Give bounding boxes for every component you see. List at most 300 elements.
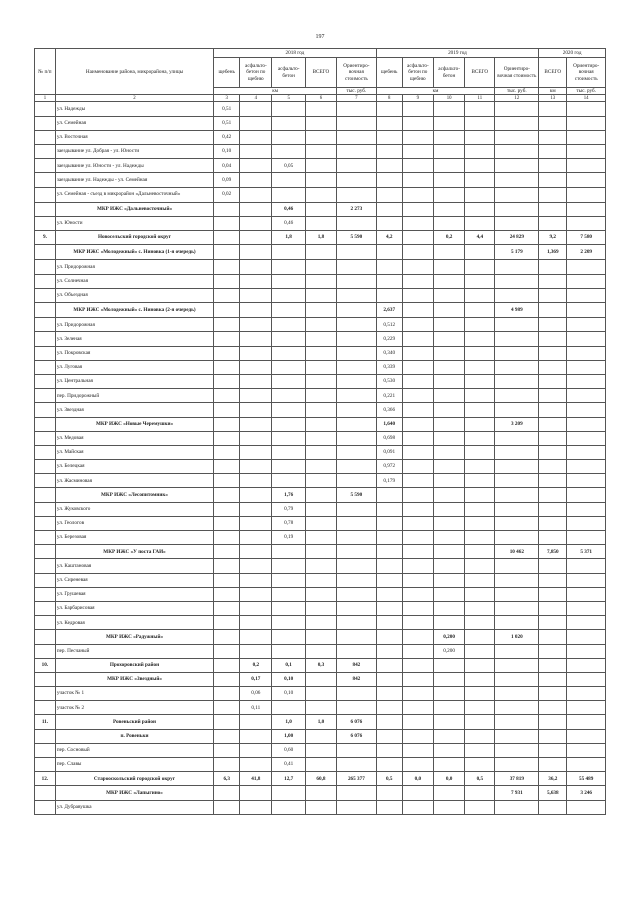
- value-cell: [337, 687, 377, 701]
- value-cell: 0,06: [240, 687, 272, 701]
- value-cell: [495, 187, 539, 202]
- value-cell: [337, 601, 377, 615]
- header-2019-unit-km: км: [376, 88, 495, 95]
- value-cell: [376, 260, 402, 274]
- row-number: [35, 445, 56, 459]
- value-cell: 2 273: [337, 202, 377, 216]
- value-cell: 1 020: [495, 630, 539, 644]
- value-cell: [465, 502, 495, 516]
- header-year-2020: 2020 год: [539, 49, 606, 58]
- value-cell: [465, 644, 495, 658]
- value-cell: [240, 332, 272, 346]
- value-cell: [214, 715, 240, 729]
- value-cell: [305, 144, 336, 158]
- street-name: ул. Солнечная: [55, 274, 213, 288]
- value-cell: [272, 601, 305, 615]
- district-name: МКР ИЖС «Лапыгино»: [55, 786, 213, 800]
- table-row: [35, 531, 606, 545]
- value-cell: [214, 559, 240, 573]
- value-cell: 0,366: [376, 403, 402, 417]
- value-cell: 0,972: [376, 460, 402, 474]
- value-cell: [567, 715, 606, 729]
- value-cell: [433, 488, 464, 502]
- value-cell: [567, 374, 606, 388]
- value-cell: [567, 102, 606, 116]
- value-cell: [376, 288, 402, 302]
- value-cell: [272, 445, 305, 459]
- value-cell: [433, 474, 464, 488]
- value-cell: [240, 187, 272, 202]
- value-cell: [305, 644, 336, 658]
- table-row: [35, 701, 606, 715]
- value-cell: [402, 346, 433, 360]
- value-cell: 5 371: [567, 545, 606, 559]
- value-cell: [539, 715, 567, 729]
- value-cell: [495, 644, 539, 658]
- street-name: ул. Каштановая: [55, 559, 213, 573]
- value-cell: [495, 701, 539, 715]
- value-cell: 3 246: [567, 786, 606, 800]
- street-name: ул. Жуковского: [55, 502, 213, 516]
- district-name: МКР ИЖС «Новые Черемушки»: [55, 417, 213, 431]
- value-cell: [305, 445, 336, 459]
- value-cell: 0,02: [214, 187, 240, 202]
- row-number: [35, 116, 56, 130]
- header-2020-cost: Ориентиро-вочная стоимость: [567, 58, 606, 88]
- value-cell: 55 489: [567, 772, 606, 786]
- value-cell: [240, 102, 272, 116]
- value-cell: [305, 116, 336, 130]
- street-name: ул. Сиреневая: [55, 573, 213, 587]
- table-row: [35, 202, 606, 216]
- value-cell: [214, 474, 240, 488]
- value-cell: [240, 374, 272, 388]
- value-cell: [305, 559, 336, 573]
- value-cell: [376, 245, 402, 260]
- street-name: ул. Геологов: [55, 516, 213, 530]
- district-name: МКР ИЖС «Молодежный» с. Ниновка (1-я очередь): [55, 245, 213, 260]
- street-name: ул. Звездная: [55, 403, 213, 417]
- value-cell: 0,05: [272, 159, 305, 173]
- value-cell: [305, 130, 336, 144]
- value-cell: [495, 202, 539, 216]
- row-number: [35, 216, 56, 230]
- value-cell: [495, 573, 539, 587]
- value-cell: [495, 559, 539, 573]
- street-name: ул. Медовая: [55, 431, 213, 445]
- value-cell: 7 931: [495, 786, 539, 800]
- value-cell: 2 209: [567, 245, 606, 260]
- value-cell: [272, 130, 305, 144]
- value-cell: [337, 260, 377, 274]
- row-number: [35, 389, 56, 403]
- value-cell: [272, 187, 305, 202]
- value-cell: [376, 658, 402, 672]
- value-cell: 0,200: [433, 630, 464, 644]
- value-cell: [402, 445, 433, 459]
- value-cell: 1,0: [305, 715, 336, 729]
- header-name: Наименование района, микрорайона, улицы: [55, 49, 213, 95]
- value-cell: [337, 245, 377, 260]
- value-cell: [495, 173, 539, 187]
- value-cell: [337, 389, 377, 403]
- street-name: заездывание ул. Надежды - ул. Семейная: [55, 173, 213, 187]
- row-number: [35, 729, 56, 743]
- table-row: [35, 303, 606, 318]
- row-number: [35, 144, 56, 158]
- value-cell: [376, 786, 402, 800]
- value-cell: [433, 403, 464, 417]
- value-cell: [465, 417, 495, 431]
- value-cell: 9,2: [539, 231, 567, 245]
- value-cell: [337, 102, 377, 116]
- value-cell: [337, 460, 377, 474]
- value-cell: [240, 559, 272, 573]
- value-cell: [337, 303, 377, 318]
- value-cell: [433, 687, 464, 701]
- value-cell: [495, 587, 539, 601]
- value-cell: [433, 516, 464, 530]
- value-cell: [495, 403, 539, 417]
- value-cell: [240, 303, 272, 318]
- value-cell: [567, 758, 606, 772]
- row-number: [35, 474, 56, 488]
- value-cell: [539, 488, 567, 502]
- value-cell: [240, 403, 272, 417]
- value-cell: [495, 445, 539, 459]
- value-cell: 0,19: [272, 531, 305, 545]
- table-row: [35, 374, 606, 388]
- row-number: [35, 743, 56, 757]
- value-cell: 1,369: [539, 245, 567, 260]
- value-cell: [305, 672, 336, 686]
- value-cell: [465, 445, 495, 459]
- value-cell: [337, 474, 377, 488]
- value-cell: 0,0: [402, 772, 433, 786]
- column-number: 3: [214, 95, 240, 102]
- value-cell: [272, 318, 305, 332]
- value-cell: [305, 687, 336, 701]
- value-cell: [240, 202, 272, 216]
- row-number: 11.: [35, 715, 56, 729]
- value-cell: 12,7: [272, 772, 305, 786]
- value-cell: [465, 303, 495, 318]
- value-cell: [567, 658, 606, 672]
- value-cell: [376, 130, 402, 144]
- value-cell: [495, 474, 539, 488]
- road-construction-table: [34, 48, 606, 815]
- value-cell: [539, 573, 567, 587]
- street-name: ул. Зеленая: [55, 332, 213, 346]
- value-cell: [240, 545, 272, 559]
- value-cell: [567, 116, 606, 130]
- value-cell: [214, 644, 240, 658]
- header-2019-asphalt-gravel: асфальто-бетон по щебню: [402, 58, 433, 88]
- value-cell: [214, 743, 240, 757]
- row-number: [35, 130, 56, 144]
- value-cell: [376, 159, 402, 173]
- value-cell: [272, 800, 305, 814]
- value-cell: [240, 445, 272, 459]
- value-cell: [376, 715, 402, 729]
- value-cell: [465, 545, 495, 559]
- value-cell: [433, 460, 464, 474]
- value-cell: [539, 445, 567, 459]
- value-cell: [272, 559, 305, 573]
- table-row: [35, 173, 606, 187]
- value-cell: [214, 488, 240, 502]
- value-cell: 0,1: [272, 658, 305, 672]
- value-cell: [567, 672, 606, 686]
- value-cell: [567, 417, 606, 431]
- value-cell: [305, 630, 336, 644]
- table-row: [35, 445, 606, 459]
- value-cell: [240, 144, 272, 158]
- value-cell: [402, 743, 433, 757]
- value-cell: [539, 417, 567, 431]
- value-cell: [567, 445, 606, 459]
- value-cell: [214, 616, 240, 630]
- value-cell: [539, 403, 567, 417]
- value-cell: 0,221: [376, 389, 402, 403]
- value-cell: [305, 701, 336, 715]
- value-cell: [337, 332, 377, 346]
- value-cell: 7 580: [567, 231, 606, 245]
- value-cell: [402, 715, 433, 729]
- value-cell: [465, 318, 495, 332]
- value-cell: [272, 644, 305, 658]
- value-cell: [402, 488, 433, 502]
- value-cell: [495, 729, 539, 743]
- value-cell: [495, 715, 539, 729]
- value-cell: [402, 474, 433, 488]
- value-cell: [465, 531, 495, 545]
- value-cell: [495, 144, 539, 158]
- value-cell: [539, 216, 567, 230]
- value-cell: 5,638: [539, 786, 567, 800]
- value-cell: [539, 303, 567, 318]
- value-cell: [433, 587, 464, 601]
- value-cell: [305, 743, 336, 757]
- value-cell: [214, 332, 240, 346]
- value-cell: [214, 800, 240, 814]
- value-cell: [272, 245, 305, 260]
- value-cell: [465, 346, 495, 360]
- street-name: ул. Майская: [55, 445, 213, 459]
- value-cell: 1,76: [272, 488, 305, 502]
- street-name: ул. Луговая: [55, 360, 213, 374]
- value-cell: [337, 360, 377, 374]
- value-cell: [465, 573, 495, 587]
- value-cell: [402, 672, 433, 686]
- value-cell: [305, 216, 336, 230]
- row-number: [35, 187, 56, 202]
- value-cell: [402, 318, 433, 332]
- value-cell: [567, 701, 606, 715]
- street-name: ул. Юности: [55, 216, 213, 230]
- value-cell: [337, 403, 377, 417]
- header-2020-total: ВСЕГО: [539, 58, 567, 88]
- value-cell: [214, 202, 240, 216]
- table-row: [35, 318, 606, 332]
- value-cell: 0,3: [305, 658, 336, 672]
- street-name: ул. Белецкая: [55, 460, 213, 474]
- value-cell: 1,8: [272, 231, 305, 245]
- value-cell: [567, 260, 606, 274]
- value-cell: [567, 360, 606, 374]
- street-name: ул. Барбарисовая: [55, 601, 213, 615]
- value-cell: [402, 231, 433, 245]
- value-cell: 60,8: [305, 772, 336, 786]
- value-cell: [567, 729, 606, 743]
- value-cell: [305, 786, 336, 800]
- value-cell: [214, 786, 240, 800]
- region-name: Новосельский городской округ: [55, 231, 213, 245]
- value-cell: [567, 630, 606, 644]
- value-cell: [465, 130, 495, 144]
- value-cell: [465, 630, 495, 644]
- value-cell: [337, 173, 377, 187]
- value-cell: [433, 144, 464, 158]
- row-number: [35, 460, 56, 474]
- value-cell: [402, 502, 433, 516]
- value-cell: [465, 601, 495, 615]
- value-cell: [433, 531, 464, 545]
- value-cell: 6 076: [337, 715, 377, 729]
- value-cell: [567, 687, 606, 701]
- value-cell: 0,340: [376, 346, 402, 360]
- value-cell: [465, 173, 495, 187]
- table-row: [35, 360, 606, 374]
- value-cell: [337, 502, 377, 516]
- value-cell: [495, 102, 539, 116]
- value-cell: [402, 545, 433, 559]
- table-row: [35, 159, 606, 173]
- value-cell: [240, 318, 272, 332]
- value-cell: [567, 502, 606, 516]
- district-name: МКР ИЖС «Лесопитомник»: [55, 488, 213, 502]
- value-cell: [402, 389, 433, 403]
- row-number: [35, 800, 56, 814]
- value-cell: [214, 601, 240, 615]
- header-2018-total: ВСЕГО: [305, 58, 336, 88]
- value-cell: [539, 202, 567, 216]
- value-cell: [567, 130, 606, 144]
- value-cell: [272, 616, 305, 630]
- value-cell: [337, 116, 377, 130]
- table-row: [35, 729, 606, 743]
- row-number: [35, 545, 56, 559]
- value-cell: [272, 360, 305, 374]
- value-cell: [337, 516, 377, 530]
- value-cell: [465, 701, 495, 715]
- row-number: [35, 431, 56, 445]
- table-row: [35, 474, 606, 488]
- value-cell: 0,17: [240, 672, 272, 686]
- value-cell: 1,8: [305, 231, 336, 245]
- table-row: [35, 332, 606, 346]
- value-cell: [272, 460, 305, 474]
- column-number: 2: [55, 95, 213, 102]
- value-cell: 24 829: [495, 231, 539, 245]
- value-cell: [433, 374, 464, 388]
- value-cell: [337, 545, 377, 559]
- row-number: [35, 701, 56, 715]
- row-number: [35, 288, 56, 302]
- value-cell: [240, 531, 272, 545]
- value-cell: [539, 644, 567, 658]
- value-cell: [240, 159, 272, 173]
- value-cell: [376, 687, 402, 701]
- table-row: [35, 502, 606, 516]
- value-cell: [337, 587, 377, 601]
- value-cell: [272, 274, 305, 288]
- value-cell: [305, 346, 336, 360]
- street-name: ул. Восточная: [55, 130, 213, 144]
- value-cell: [465, 658, 495, 672]
- value-cell: [433, 389, 464, 403]
- value-cell: [272, 332, 305, 346]
- value-cell: [402, 303, 433, 318]
- value-cell: [567, 216, 606, 230]
- table-row: [35, 274, 606, 288]
- value-cell: [376, 630, 402, 644]
- value-cell: [240, 786, 272, 800]
- value-cell: [240, 715, 272, 729]
- row-number: [35, 502, 56, 516]
- value-cell: [240, 231, 272, 245]
- value-cell: [272, 701, 305, 715]
- value-cell: [433, 318, 464, 332]
- value-cell: 265 377: [337, 772, 377, 786]
- table-row: [35, 431, 606, 445]
- value-cell: 0,10: [272, 672, 305, 686]
- table-row: [35, 644, 606, 658]
- table-row: [35, 786, 606, 800]
- value-cell: [402, 559, 433, 573]
- value-cell: [495, 360, 539, 374]
- value-cell: [376, 545, 402, 559]
- value-cell: [539, 130, 567, 144]
- table-row: [35, 715, 606, 729]
- table-row: [35, 601, 606, 615]
- value-cell: [214, 389, 240, 403]
- value-cell: [214, 672, 240, 686]
- value-cell: [376, 672, 402, 686]
- value-cell: [305, 431, 336, 445]
- row-number: [35, 417, 56, 431]
- value-cell: 0,11: [240, 701, 272, 715]
- value-cell: [465, 360, 495, 374]
- value-cell: [305, 417, 336, 431]
- value-cell: [240, 729, 272, 743]
- value-cell: [539, 516, 567, 530]
- value-cell: [272, 116, 305, 130]
- value-cell: 0,60: [272, 743, 305, 757]
- row-number: [35, 260, 56, 274]
- value-cell: [402, 202, 433, 216]
- value-cell: [539, 630, 567, 644]
- table-row: [35, 116, 606, 130]
- value-cell: [305, 389, 336, 403]
- value-cell: [402, 187, 433, 202]
- value-cell: [240, 758, 272, 772]
- value-cell: [214, 288, 240, 302]
- column-number-row: [35, 95, 606, 102]
- row-number: [35, 303, 56, 318]
- value-cell: [337, 431, 377, 445]
- value-cell: [539, 159, 567, 173]
